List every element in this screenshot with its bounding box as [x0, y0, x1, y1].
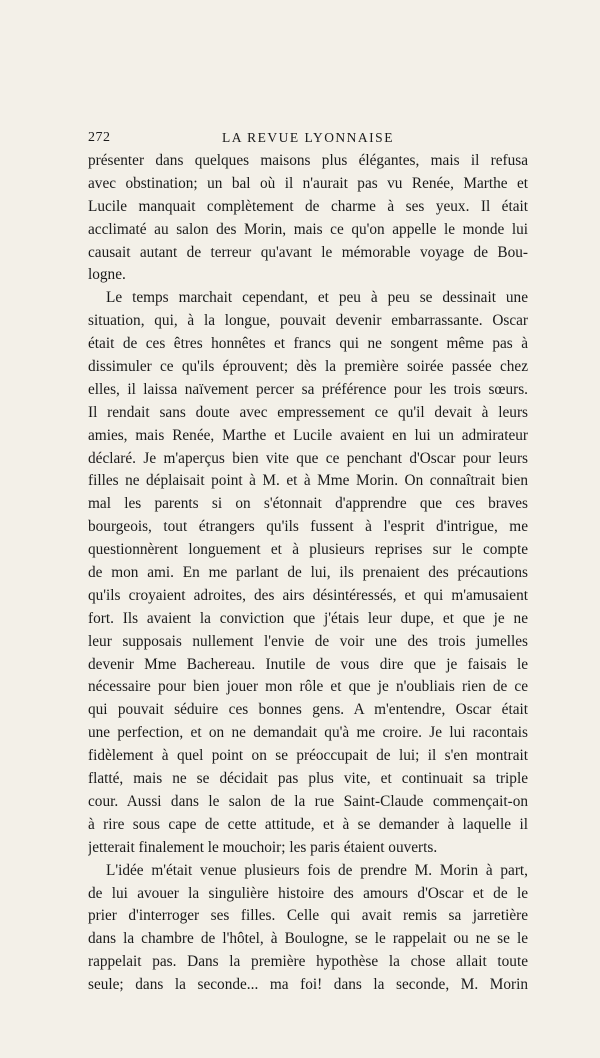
text-line: était de ces êtres honnêtes et francs qui ne songent même pas à: [88, 335, 528, 353]
text-line: acclimaté au salon des Morin, mais ce qu'on appelle le monde lui: [88, 220, 528, 238]
text-line: présenter dans quelques maisons plus élégantes, mais il refusa: [88, 152, 528, 169]
text-line: seule; dans la seconde... ma foi! dans la seconde, M. Morin: [88, 976, 528, 994]
text-line: cour. Aussi dans le salon de la rue Saint-Claude commençait-on: [88, 792, 528, 810]
text-line: amies, mais Renée, Marthe et Lucile avaient en lui un admirateur: [88, 426, 528, 444]
text-line: une perfection, et on ne demandait qu'à me croire. Je lui racontais: [88, 724, 528, 742]
text-line: logne.: [88, 266, 126, 284]
text-line: dissimuler ce qu'ils éprouvent; dès la première soirée passée chez: [88, 358, 528, 376]
text-line: dans la chambre de l'hôtel, à Boulogne, se le rappelait ou ne se le: [88, 930, 528, 948]
text-line: fort. Ils avaient la conviction que j'étais leur dupe, et que je ne: [88, 609, 528, 627]
text-line: rappelait pas. Dans la première hypothèse la chose allait toute: [88, 953, 528, 971]
text-line: à rire sous cape de cette attitude, et à se demander à laquelle il: [88, 815, 528, 833]
text-line: prier d'interroger ses filles. Celle qui avait remis sa jarretière: [88, 907, 528, 925]
text-line: nécessaire pour bien jouer mon rôle et que je n'oubliais rien de ce: [88, 678, 528, 696]
text-line: mal les parents si on s'étonnait d'apprendre que ces braves: [88, 495, 528, 513]
text-line: bourgeois, tout étrangers qu'ils fussent à l'esprit d'intrigue, me: [88, 518, 528, 536]
text-line: leur supposais nullement l'envie de voir une des trois jumelles: [88, 632, 528, 650]
text-line: avec obstination; un bal où il n'aurait pas vu Renée, Marthe et: [88, 174, 528, 192]
page-header: [88, 130, 528, 152]
body-text: [88, 150, 528, 997]
text-line: Il rendait sans doute avec empressement ce qu'il devait à leurs: [88, 403, 528, 421]
text-line: jetterait finalement le mouchoir; les paris étaient ouverts.: [88, 838, 438, 856]
text-line: de lui avouer la singulière histoire des amours d'Oscar et de le: [88, 884, 528, 902]
text-line: qui pouvait séduire ces bonnes gens. A m'entendre, Oscar était: [88, 701, 528, 719]
text-line: devenir Mme Bachereau. Inutile de vous dire que je faisais le: [88, 655, 528, 673]
text-line: fidèlement à quel point on se préoccupait de lui; il s'en montrait: [88, 747, 528, 765]
text-line: Lucile manquait complètement de charme à ses yeux. Il était: [88, 197, 528, 215]
page-number: 272: [88, 130, 111, 145]
text-line: causait autant de terreur qu'avant le mémorable voyage de Bou-: [88, 243, 528, 261]
text-line: L'idée m'était venue plusieurs fois de prendre M. Morin à part,: [106, 861, 528, 879]
text-line: flatté, mais ne se décidait pas plus vite, et continuait sa triple: [88, 770, 528, 788]
text-line: Le temps marchait cependant, et peu à peu se dessinait une: [106, 289, 528, 307]
text-line: filles ne déplaisait point à M. et à Mme Morin. On connaîtrait bien: [88, 472, 528, 490]
text-line: qu'ils croyaient adroites, des airs désintéressés, et qui m'amusaient: [88, 586, 528, 604]
text-line: situation, qui, à la longue, pouvait devenir embarrassante. Oscar: [88, 312, 528, 330]
text-line: questionnèrent longuement et à plusieurs reprises sur le compte: [88, 541, 528, 559]
text-line: déclaré. Je m'aperçus bien vite que ce penchant d'Oscar pour leurs: [88, 449, 528, 467]
text-line: elles, il laissa naïvement percer sa préférence pour les trois sœurs.: [88, 380, 528, 398]
running-title: LA REVUE LYONNAISE: [222, 130, 394, 145]
text-line: de mon ami. En me parlant de lui, ils prenaient des précautions: [88, 564, 528, 582]
